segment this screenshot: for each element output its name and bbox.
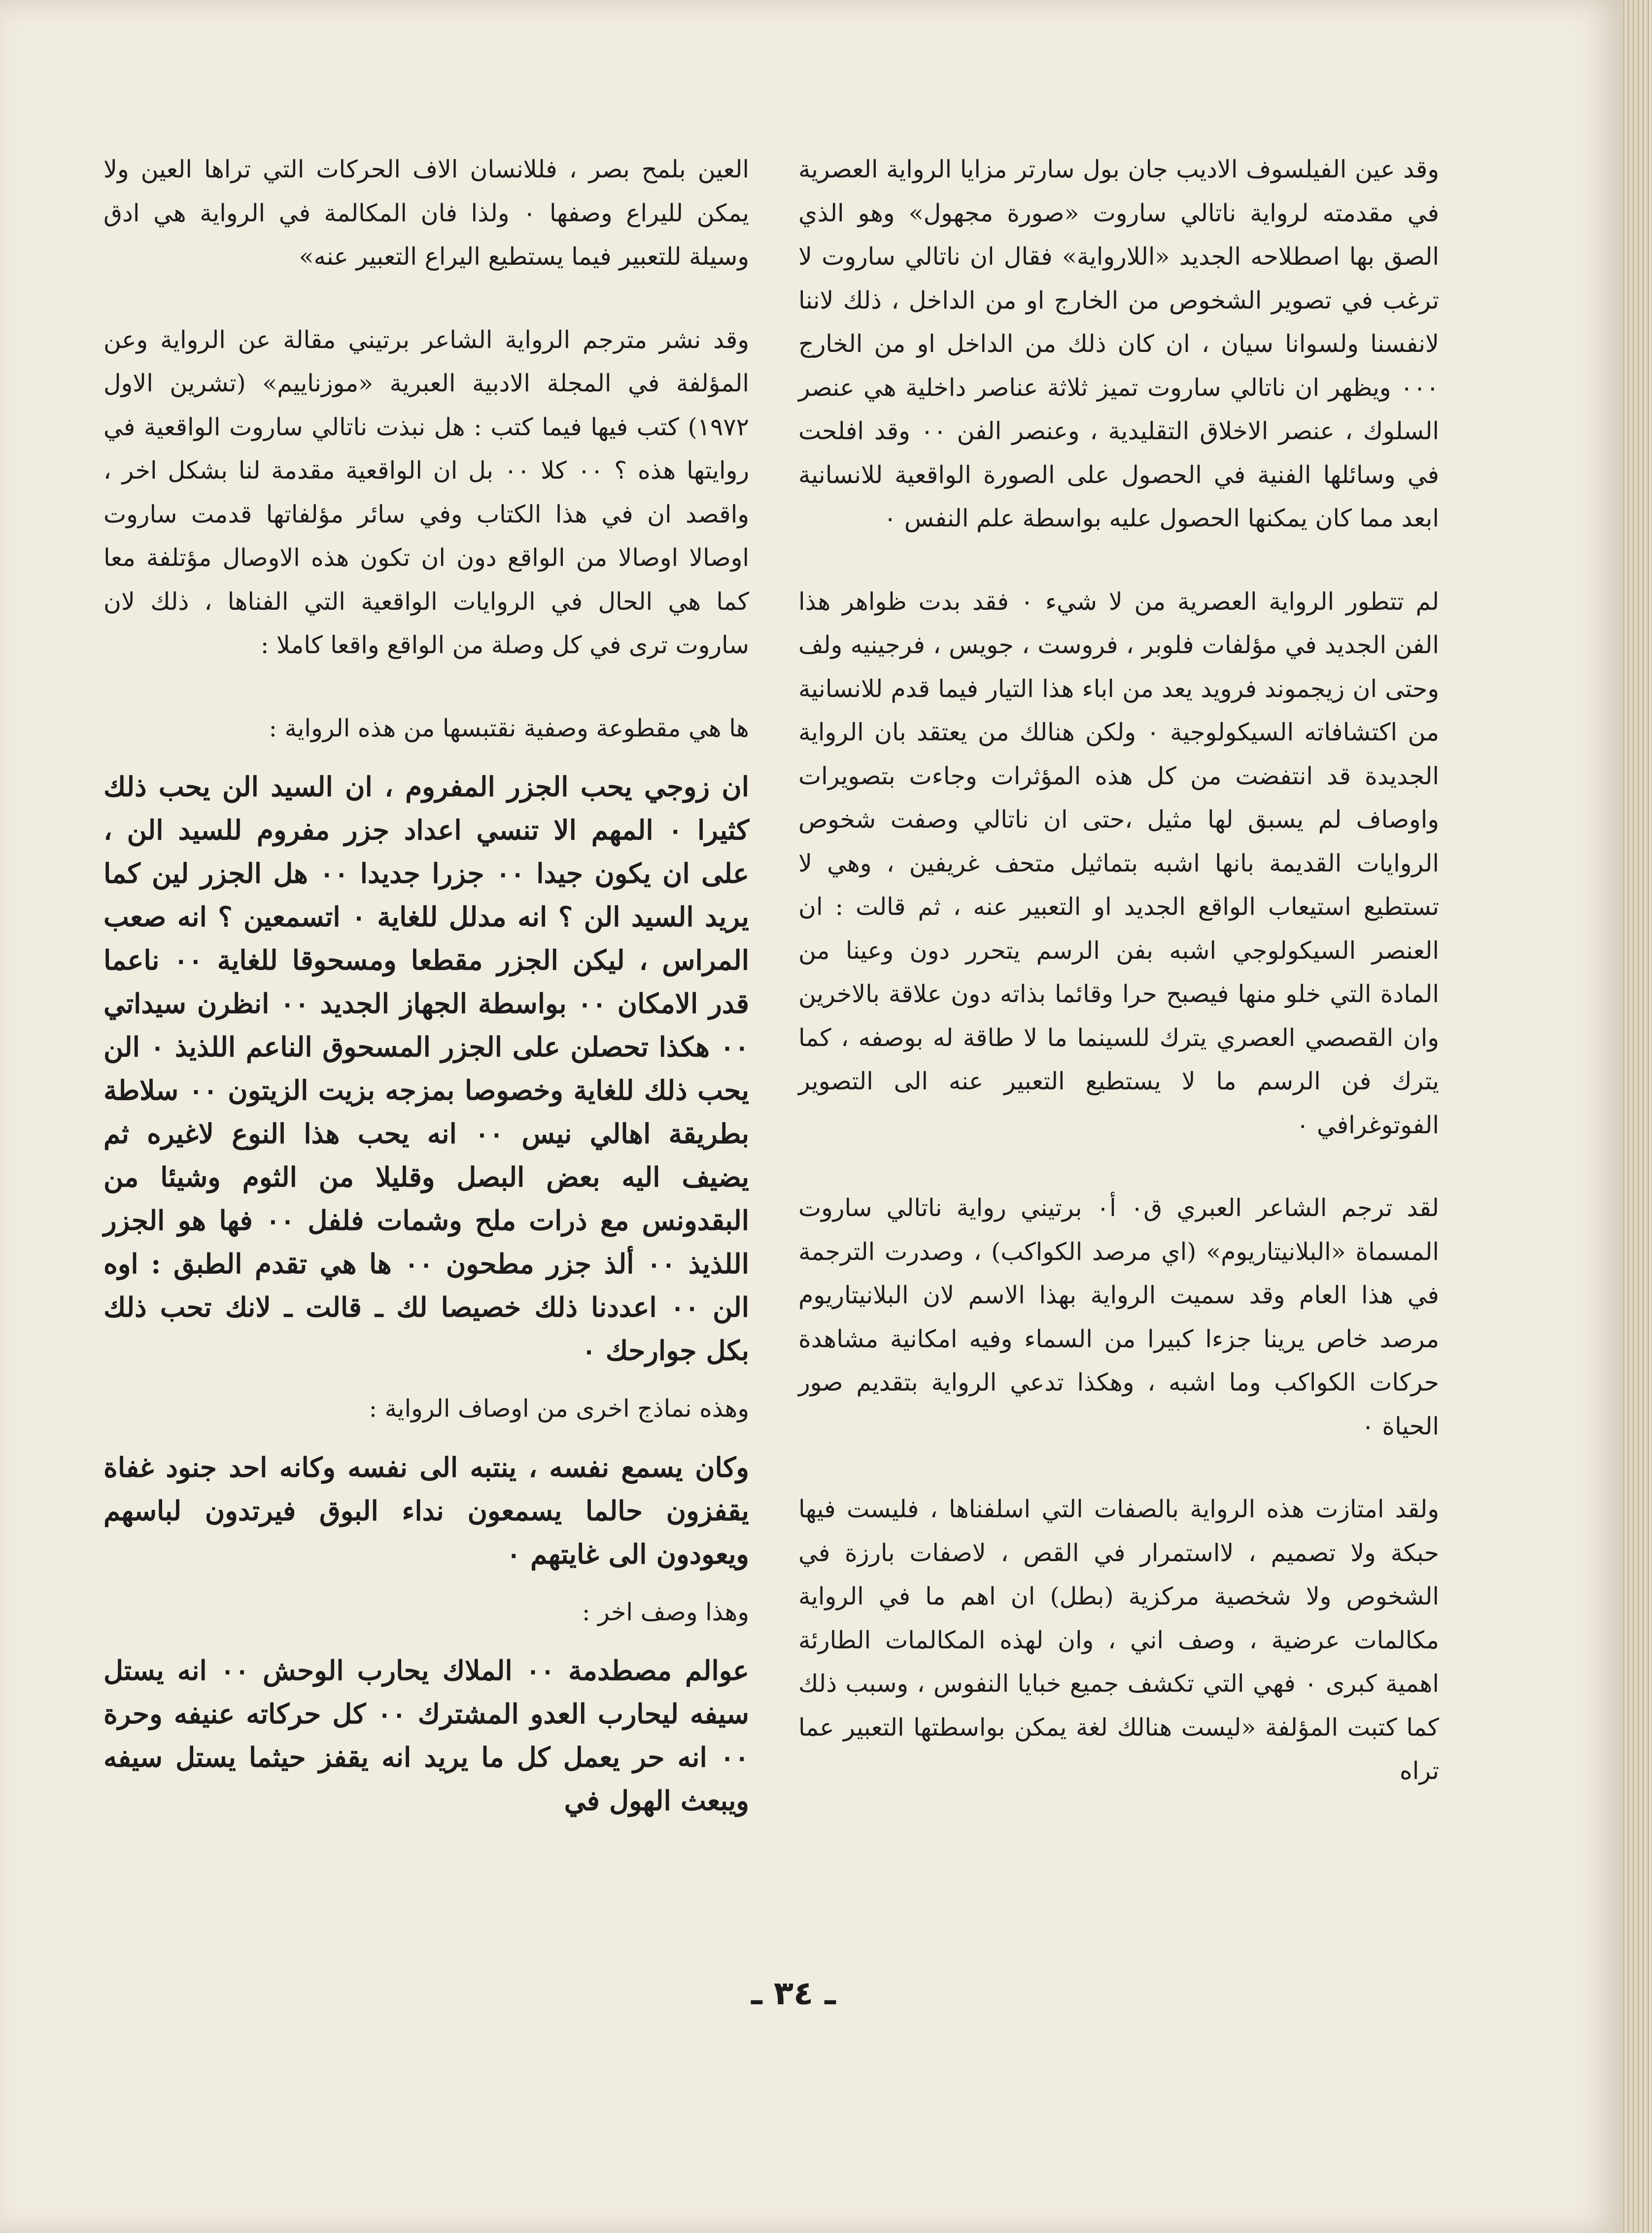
excerpt-intro-2: وهذه نماذج اخرى من اوصاف الرواية : bbox=[369, 1395, 749, 1423]
excerpt-quote-3: عوالم مصطدمة ٠٠ الملاك يحارب الوحش ٠٠ انه يستل سيفه ليحارب العدو المشترك ٠٠ كل حركاته عنيفه وحرة ٠٠ انه حر يعمل كل ما يريد انه يقفز حيثما يستل سيفه ويبعث الهول في bbox=[103, 1654, 749, 1816]
right-column bbox=[798, 148, 1439, 1833]
paragraph-features: ولقد امتازت هذه الرواية بالصفات التي اسلفناها ، فليست فيها حبكة ولا تصميم ، لااستمرار في القص ، لاصفات بارزة في الشخوص ولا شخصية مركزية (بطل) ان اهم ما في الرواية مكالمات عرضية ، وصف اني ، وان لهذه المكالمات الطارئة اهمية كبرى ٠ فهي التي تكشف جميع خبايا النفوس ، وسبب ذلك كما كتبت المؤلفة «ليست هنالك لغة يمكن بواسطتها التعبير عما تراه bbox=[798, 1495, 1439, 1785]
excerpt-quote-1: ان زوجي يحب الجزر المفروم ، ان السيد الن يحب ذلك كثيرا ٠ المهم الا تنسي اعداد جزر مفروم للسيد الن ، على ان يكون جيدا ٠٠ جزرا جديدا ٠٠ هل الجزر لين كما يريد السيد الن ؟ انه مدلل للغاية ٠ اتسمعين ؟ انه صعب المراس ، ليكن الجزر مقطعا ومسحوقا للغاية ٠٠ ناعما قدر الامكان ٠٠ بواسطة الجهاز الجديد ٠٠ انظرن سيداتي ٠٠ هكذا تحصلن على الجزر المسحوق الناعم اللذيذ ٠ الن يحب ذلك للغاية وخصوصا بمزجه بزيت الزيتون ٠٠ سلاطة بطريقة اهالي نيس ٠٠ انه يحب هذا النوع لاغيره ثم يضيف اليه بعض البصل وقليلا من الثوم وشيئا من البقدونس مع ذرات ملح وشمات فلفل ٠٠ فها هو الجزر اللذيذ ٠٠ ألذ جزر مطحون ٠٠ ها هي تقدم الطبق : اوه الن ٠٠ اعددنا ذلك خصيصا لك ـ قالت ـ لانك تحب ذلك بكل جوارحك ٠ bbox=[103, 770, 750, 1366]
left-column bbox=[103, 148, 749, 1837]
paragraph-sartre: وقد عين الفيلسوف الاديب جان بول سارتر مزايا الرواية العصرية في مقدمته لرواية ناتالي ساروت «صورة مجهول» وهو الذي الصق بها اصطلاحه الجديد «اللارواية» فقال ان ناتالي ساروت لا ترغب في تصوير الشخوص من الخارج او من الداخل ، ذلك لاننا لانفسنا ولسوانا سيان ، ان كان ذلك من الداخل او من الخارج ٠٠٠ ويظهر ان ناتالي ساروت تميز ثلاثة عناصر داخلية هي عنصر السلوك ، عنصر الاخلاق التقليدية ، وعنصر الفن ٠٠ وقد افلحت في وسائلها الفنية في الحصول على الصورة الواقعية للانسانية ابعد مما كان يمكنها الحصول عليه بواسطة علم النفس ٠ bbox=[798, 155, 1439, 532]
excerpt-intro-1: ها هي مقطوعة وصفية نقتبسها من هذه الرواية : bbox=[269, 714, 749, 742]
page-number: ـ ٣٤ ـ bbox=[751, 1974, 836, 2012]
paragraph-translation: لقد ترجم الشاعر العبري ق٠ أ٠ برتيني رواية ناتالي ساروت المسماة «البلانيتاريوم» (اي مرصد الكواكب) ، وصدرت الترجمة في هذا العام وقد سميت الرواية بهذا الاسم لان البلانيتاريوم مرصد خاص يرينا جزءا كبيرا من السماء وفيه امكانية مشاهدة حركات الكواكب وما اشبه ، وهكذا تدعي الرواية بتقديم صور الحياة ٠ bbox=[798, 1194, 1439, 1440]
page-edge bbox=[1621, 0, 1652, 2233]
excerpt-intro-3: وهذا وصف اخر : bbox=[582, 1598, 749, 1626]
paragraph-quote-end: العين بلمح بصر ، فللانسان الاف الحركات التي تراها العين ولا يمكن لليراع وصفها ٠ ولذا فان المكالمة في الرواية هي ادق وسيلة للتعبير فيما يستطيع اليراع التعبير عنه» bbox=[103, 155, 749, 271]
paragraph-origins: لم تتطور الرواية العصرية من لا شيء ٠ فقد بدت ظواهر هذا الفن الجديد في مؤلفات فلوبر ، فروست ، جويس ، فرجينيه ولف وحتى ان زيجموند فرويد يعد من اباء هذا التيار فيما قدم للانسانية من اكتشافاته السيكولوجية ٠ ولكن هنالك من يعتقد بان الرواية الجديدة قد انتفضت من كل هذه المؤثرات وجاءت بتصويرات واوصاف لم يسبق لها مثيل ،حتى ان ناتالي وصفت شخوص الروايات القديمة بانها اشبه بتماثيل متحف غريفين ، وهي لا تستطيع استيعاب الواقع الجديد او التعبير عنه ، ثم قالت : ان العنصر السيكولوجي اشبه بفن الرسم يتحرر دون وعينا من المادة التي خلو منها فيصبح حرا وقائما بذاته دون علاقة بالاخرين وان القصصي العصري يترك للسينما ما لا طاقة له بوصفه ، كما يترك فن الرسم ما لا يستطيع التعبير عنه الى التصوير الفوتوغرافي ٠ bbox=[798, 587, 1440, 1139]
paragraph-article: وقد نشر مترجم الرواية الشاعر برتيني مقالة عن الرواية وعن المؤلفة في المجلة الادبية العبرية «موزناييم» (تشرين الاول ١٩٧٢) كتب فيها فيما كتب : هل نبذت ناتالي ساروت الواقعية في روايتها هذه ؟ ٠٠ كلا ٠٠ بل ان الواقعية مقدمة لنا بشكل اخر ، واقصد ان في هذا الكتاب وفي سائر مؤلفاتها قدمت ساروت اوصالا اوصالا من الواقع دون ان تكون هذه الاوصال مؤتلفة معا كما هي الحال في الروايات الواقعية التي الفناها ، ذلك لان ساروت ترى في كل وصلة من الواقع واقعا كاملا : bbox=[103, 325, 749, 659]
excerpt-quote-2: وكان يسمع نفسه ، ينتبه الى نفسه وكانه احد جنود غفاة يقفزون حالما يسمعون نداء البوق فيرتدون لباسهم ويعودون الى غايتهم ٠ bbox=[103, 1451, 749, 1570]
